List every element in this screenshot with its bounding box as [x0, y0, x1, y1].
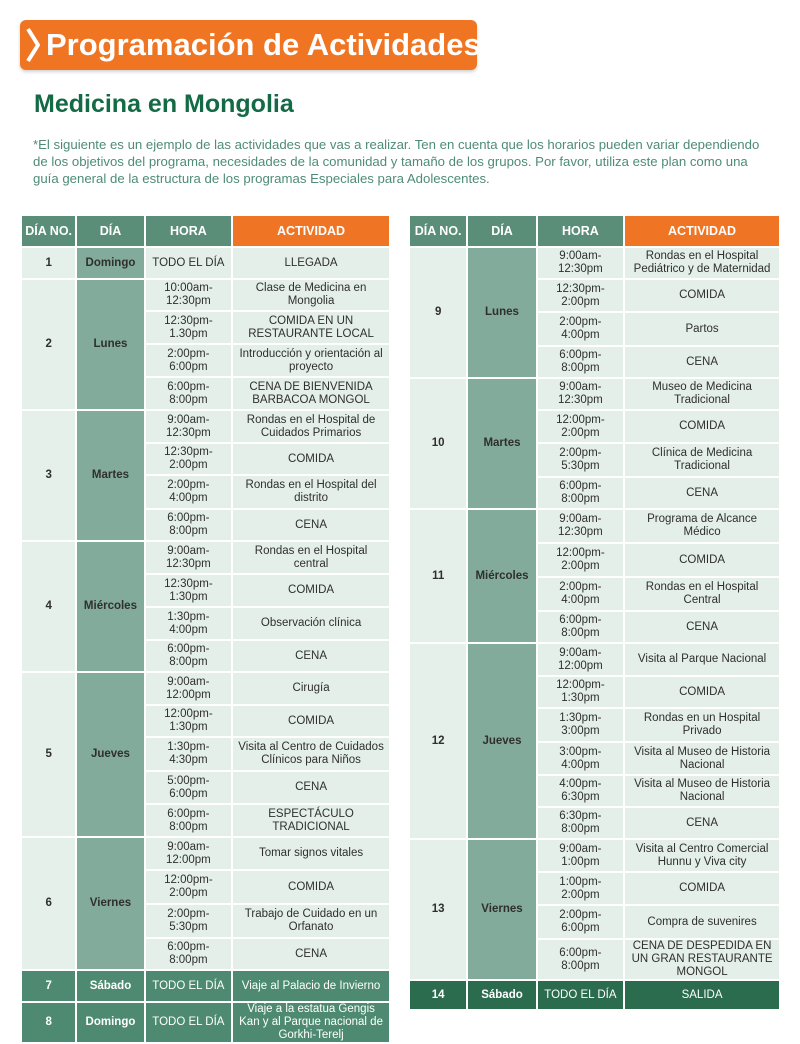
activity-cell: Compra de suvenires	[625, 906, 779, 938]
table-row	[22, 971, 389, 1001]
time-cell: 2:00pm-4:00pm	[538, 578, 623, 610]
table-row	[410, 248, 779, 278]
day-name: Jueves	[77, 673, 143, 836]
chevron-right-icon	[24, 27, 42, 63]
activity-cell: COMIDA	[625, 544, 779, 576]
activity-cell: COMIDA	[625, 280, 779, 311]
day-number: 6	[22, 838, 75, 969]
activity-cell: CENA	[233, 641, 389, 671]
activity-cell: Tomar signos vitales	[233, 838, 389, 869]
day-name: Viernes	[468, 840, 535, 979]
activity-cell: Rondas en el Hospital Central	[625, 578, 779, 610]
day-number: 7	[22, 971, 75, 1001]
time-cell: 12:00pm-1:30pm	[538, 677, 623, 707]
time-cell: 12:30pm-2:00pm	[538, 280, 623, 311]
activity-cell: CENA	[625, 808, 779, 838]
time-cell: 6:00pm-8:00pm	[146, 641, 231, 671]
time-cell: 12:00pm-2:00pm	[538, 544, 623, 576]
col-header-activity: ACTIVIDAD	[625, 216, 779, 246]
activity-cell: Viaje al Palacio de Invierno	[233, 971, 389, 1001]
time-cell: 12:30pm-1:30pm	[146, 575, 231, 606]
day-name: Domingo	[77, 248, 143, 278]
activity-cell: Observación clínica	[233, 608, 389, 639]
day-number: 1	[22, 248, 75, 278]
day-number: 13	[410, 840, 466, 979]
day-number: 9	[410, 248, 466, 377]
col-header-activity: ACTIVIDAD	[233, 216, 389, 246]
activity-cell: CENA	[625, 478, 779, 508]
table-row	[22, 673, 389, 704]
time-cell: 2:00pm-5:30pm	[538, 444, 623, 476]
col-header-day-no: DÍA NO.	[410, 216, 466, 246]
time-cell: 12:30pm-2:00pm	[146, 444, 231, 474]
activity-cell: COMIDA	[625, 677, 779, 707]
table-row	[410, 644, 779, 675]
activity-cell: COMIDA	[625, 873, 779, 904]
day-number: 12	[410, 644, 466, 838]
day-name: Miércoles	[77, 542, 143, 671]
activity-cell: COMIDA	[233, 706, 389, 736]
activity-cell: CENA	[625, 347, 779, 377]
time-cell: 9:00am-12:00pm	[146, 673, 231, 704]
activity-cell: CENA	[233, 510, 389, 540]
activity-cell: Viaje a la estatua Gengis Kan y al Parque nacional de Gorkhi-Terelj	[233, 1003, 389, 1042]
table-row	[22, 411, 389, 442]
time-cell: 12:00pm-1:30pm	[146, 706, 231, 736]
day-name: Martes	[468, 379, 535, 508]
activity-cell: Visita al Museo de Historia Nacional	[625, 776, 779, 806]
title-banner	[20, 20, 481, 70]
activity-cell: Trabajo de Cuidado en un Orfanato	[233, 905, 389, 937]
activity-cell: Rondas en un Hospital Privado	[625, 709, 779, 741]
schedule-table-right	[408, 214, 781, 1011]
day-number: 11	[410, 510, 466, 642]
table-row	[410, 981, 779, 1009]
time-cell: 2:00pm-5:30pm	[146, 905, 231, 937]
time-cell: 9:00am-12:00pm	[538, 644, 623, 675]
day-name: Lunes	[77, 280, 143, 409]
time-cell: 1:30pm-4:30pm	[146, 738, 231, 770]
table-row	[22, 1003, 389, 1042]
time-cell: 1:30pm-4:00pm	[146, 608, 231, 639]
activity-cell: Rondas en el Hospital Pediátrico y de Maternidad	[625, 248, 779, 278]
time-cell: 12:30pm-1.30pm	[146, 312, 231, 343]
table-row	[22, 280, 389, 310]
time-cell: 2:00pm-4:00pm	[538, 313, 623, 345]
activity-cell: Cirugía	[233, 673, 389, 704]
day-number: 2	[22, 280, 75, 409]
activity-cell: Rondas en el Hospital central	[233, 542, 389, 573]
day-number: 4	[22, 542, 75, 671]
activity-cell: CENA	[625, 612, 779, 642]
time-cell: 5:00pm-6:00pm	[146, 772, 231, 803]
time-cell: 3:00pm-4:00pm	[538, 743, 623, 774]
day-number: 10	[410, 379, 466, 508]
time-cell: 2:00pm-6:00pm	[538, 906, 623, 938]
time-cell: TODO EL DÍA	[146, 1003, 231, 1042]
time-cell: 9:00am-12:30pm	[146, 542, 231, 573]
time-cell: TODO EL DÍA	[146, 248, 231, 278]
time-cell: 6:00pm-8:00pm	[146, 805, 231, 836]
time-cell: 9:00am-1:00pm	[538, 840, 623, 871]
intro-note: *El siguiente es un ejemplo de las actividades que vas a realizar. Ten en cuenta que los horarios pueden variar dependiendo de los objetivos del programa, necesidades de la comunidad y tamaño de los grupos. Por favor, utiliza este plan como una guía general de la estructura de los programas Especiales para Adolescentes.	[33, 137, 760, 186]
day-name: Sábado	[468, 981, 535, 1009]
time-cell: 6:30pm-8:00pm	[538, 808, 623, 838]
activity-cell: Visita al Parque Nacional	[625, 644, 779, 675]
col-header-day: DÍA	[77, 216, 143, 246]
table-row	[410, 510, 779, 542]
activity-cell: SALIDA	[625, 981, 779, 1009]
col-header-day-no: DÍA NO.	[22, 216, 75, 246]
time-cell: 9:00am-12:30pm	[146, 411, 231, 442]
day-name: Viernes	[77, 838, 143, 969]
schedule-table-left	[20, 214, 391, 1044]
activity-cell: Rondas en el Hospital del distrito	[233, 476, 389, 508]
day-name: Martes	[77, 411, 143, 540]
table-row	[22, 248, 389, 278]
activity-cell: Visita al Centro de Cuidados Clínicos para Niños	[233, 738, 389, 770]
activity-cell: Partos	[625, 313, 779, 345]
activity-cell: COMIDA	[625, 411, 779, 442]
time-cell: 6:00pm-8:00pm	[146, 939, 231, 969]
activity-cell: COMIDA EN UN RESTAURANTE LOCAL	[233, 312, 389, 343]
activity-cell: LLEGADA	[233, 248, 389, 278]
activity-cell: CENA	[233, 772, 389, 803]
activity-cell: CENA	[233, 939, 389, 969]
col-header-time: HORA	[146, 216, 231, 246]
day-number: 8	[22, 1003, 75, 1042]
time-cell: 4:00pm-6:30pm	[538, 776, 623, 806]
activity-cell: Museo de Medicina Tradicional	[625, 379, 779, 409]
activity-cell: Visita al Museo de Historia Nacional	[625, 743, 779, 774]
activity-cell: Clínica de Medicina Tradicional	[625, 444, 779, 476]
col-header-time: HORA	[538, 216, 623, 246]
time-cell: 9:00am-12:30pm	[538, 248, 623, 278]
time-cell: TODO EL DÍA	[538, 981, 623, 1009]
activity-cell: Visita al Centro Comercial Hunnu y Viva city	[625, 840, 779, 871]
activity-cell: CENA DE BIENVENIDA BARBACOA MONGOL	[233, 378, 389, 409]
day-number: 14	[410, 981, 466, 1009]
activity-cell: COMIDA	[233, 444, 389, 474]
activity-cell: Clase de Medicina en Mongolia	[233, 280, 389, 310]
day-number: 3	[22, 411, 75, 540]
time-cell: 6:00pm-8:00pm	[538, 940, 623, 979]
time-cell: 9:00am-12:30pm	[538, 510, 623, 542]
activity-cell: Introducción y orientación al proyecto	[233, 345, 389, 376]
time-cell: 6:00pm-8:00pm	[538, 347, 623, 377]
activity-cell: Rondas en el Hospital de Cuidados Primarios	[233, 411, 389, 442]
time-cell: 2:00pm-4:00pm	[146, 476, 231, 508]
time-cell: 2:00pm-6:00pm	[146, 345, 231, 376]
day-name: Lunes	[468, 248, 535, 377]
time-cell: 6:00pm-8:00pm	[538, 478, 623, 508]
page-title: Programación de Actividades	[46, 27, 481, 62]
time-cell: 6:00pm-8:00pm	[538, 612, 623, 642]
table-row	[22, 838, 389, 869]
activity-cell: ESPECTÁCULO TRADICIONAL	[233, 805, 389, 836]
day-number: 5	[22, 673, 75, 836]
time-cell: 12:00pm-2:00pm	[146, 871, 231, 903]
time-cell: 10:00am-12:30pm	[146, 280, 231, 310]
time-cell: 1:00pm-2:00pm	[538, 873, 623, 904]
program-subtitle: Medicina en Mongolia	[34, 90, 294, 118]
col-header-day: DÍA	[468, 216, 535, 246]
time-cell: 6:00pm-8:00pm	[146, 510, 231, 540]
time-cell: TODO EL DÍA	[146, 971, 231, 1001]
time-cell: 1:30pm-3:00pm	[538, 709, 623, 741]
time-cell: 12:00pm-2:00pm	[538, 411, 623, 442]
activity-cell: COMIDA	[233, 575, 389, 606]
time-cell: 9:00am-12:30pm	[538, 379, 623, 409]
activity-cell: CENA DE DESPEDIDA EN UN GRAN RESTAURANTE MONGOL	[625, 940, 779, 979]
time-cell: 9:00am-12:00pm	[146, 838, 231, 869]
table-row	[410, 840, 779, 871]
day-name: Jueves	[468, 644, 535, 838]
activity-cell: COMIDA	[233, 871, 389, 903]
time-cell: 6:00pm-8:00pm	[146, 378, 231, 409]
day-name: Miércoles	[468, 510, 535, 642]
day-name: Sábado	[77, 971, 143, 1001]
table-row	[22, 542, 389, 573]
activity-cell: Programa de Alcance Médico	[625, 510, 779, 542]
table-row	[410, 379, 779, 409]
day-name: Domingo	[77, 1003, 143, 1042]
